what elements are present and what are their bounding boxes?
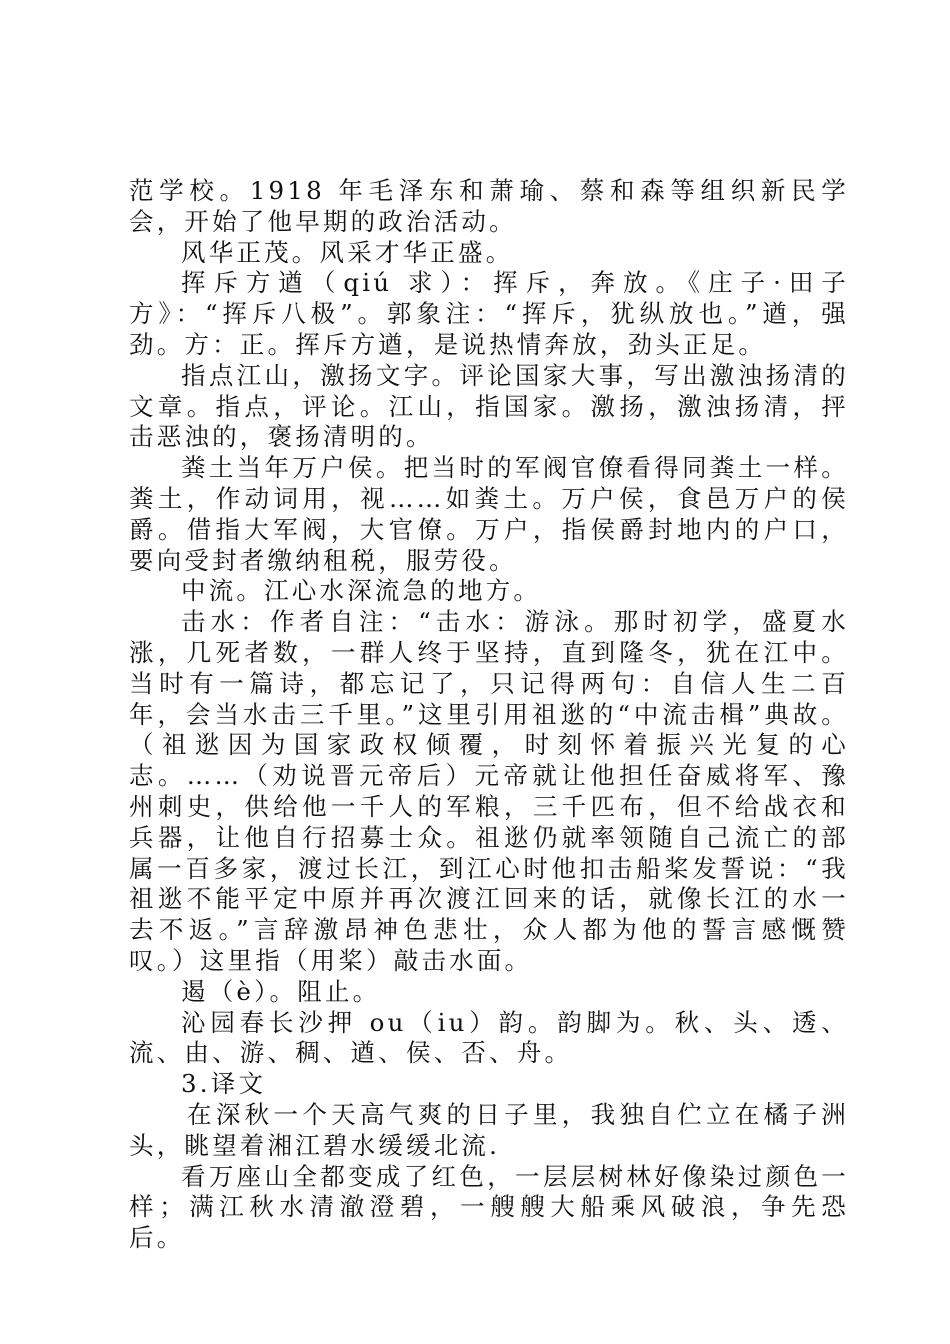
paragraph-fenghua-zhengmao: 风华正茂。风采才华正盛。 [181,237,514,267]
paragraph-rhyme: 沁园春长沙押 ou（iu）韵。韵脚为。秋、头、透、流、由、游、稠、遒、侯、否、舟。 [129,1007,849,1068]
paragraph-zhidian-jiangshan: 指点江山，激扬文字。评论国家大事，写出激浊扬清的文章。指点，评论。江山，指国家。激扬，激浊扬清，抨击恶浊的，褒扬清明的。 [129,360,849,452]
paragraph-huichi-fangqiu: 挥斥方遒（qiú 求）：挥斥，奔放。《庄子·田子方》：“挥斥八极”。郭象注：“挥斥，犹纵放也。”遒，强劲。方：正。挥斥方遒，是说热情奔放，劲头正足。 [129,268,849,359]
paragraph-e-zuzhi: 遏（è）。阻止。 [181,976,381,1006]
section-heading-translation: 3.译文 [181,1069,267,1099]
paragraph-fentu-wanhuhou: 粪土当年万户侯。把当时的军阀官僚看得同粪土一样。粪土，作动词用，视……如粪土。万户侯，食邑万户的侯爵。借指大军阀，大官僚。万户，指侯爵封地内的户口，要向受封者缴纳租税，服劳役。 [129,453,849,575]
paragraph-translation-1: 在深秋一个天高气爽的日子里，我独自伫立在橘子洲头，眺望着湘江碧水缓缓北流. [129,1099,849,1160]
paragraph-jishui: 击水：作者自注：“击水：游泳。那时初学，盛夏水涨，几死者数，一群人终于坚持，直到隆冬，犹在江中。当时有一篇诗，都忘记了，只记得两句：自信人生二百年，会当水击三千里。”这里引用祖逖的“中流击楫”典故。（祖逖因为国家政权倾覆，时刻怀着振兴光复的心志。……（劝说晋元帝后）元帝就让他担任奋威将军、豫州刺史，供给他一千人的军粮，三千匹布，但不给战衣和兵器，让他自行招募士众。祖逖仍就率领随自己流亡的部属一百多家，渡过长江，到江心时他扣击船桨发誓说：“我祖逖不能平定中原并再次渡江回来的话，就像长江的水一去不返。”言辞激昂神色悲壮，众人都为他的誓言感慨赞叹。）这里指（用桨）敲击水面。 [129,607,849,975]
document-page [129,176,849,1254]
paragraph-continued-school: 范学校。1918 年毛泽东和萧瑜、蔡和森等组织新民学会，开始了他早期的政治活动。 [129,176,849,236]
paragraph-translation-2: 看万座山全都变成了红色，一层层树林好像染过颜色一样；满江秋水清澈澄碧，一艘艘大船乘风破浪，争先恐后。 [129,1161,849,1253]
paragraph-zhongliu: 中流。江心水深流急的地方。 [181,576,542,606]
